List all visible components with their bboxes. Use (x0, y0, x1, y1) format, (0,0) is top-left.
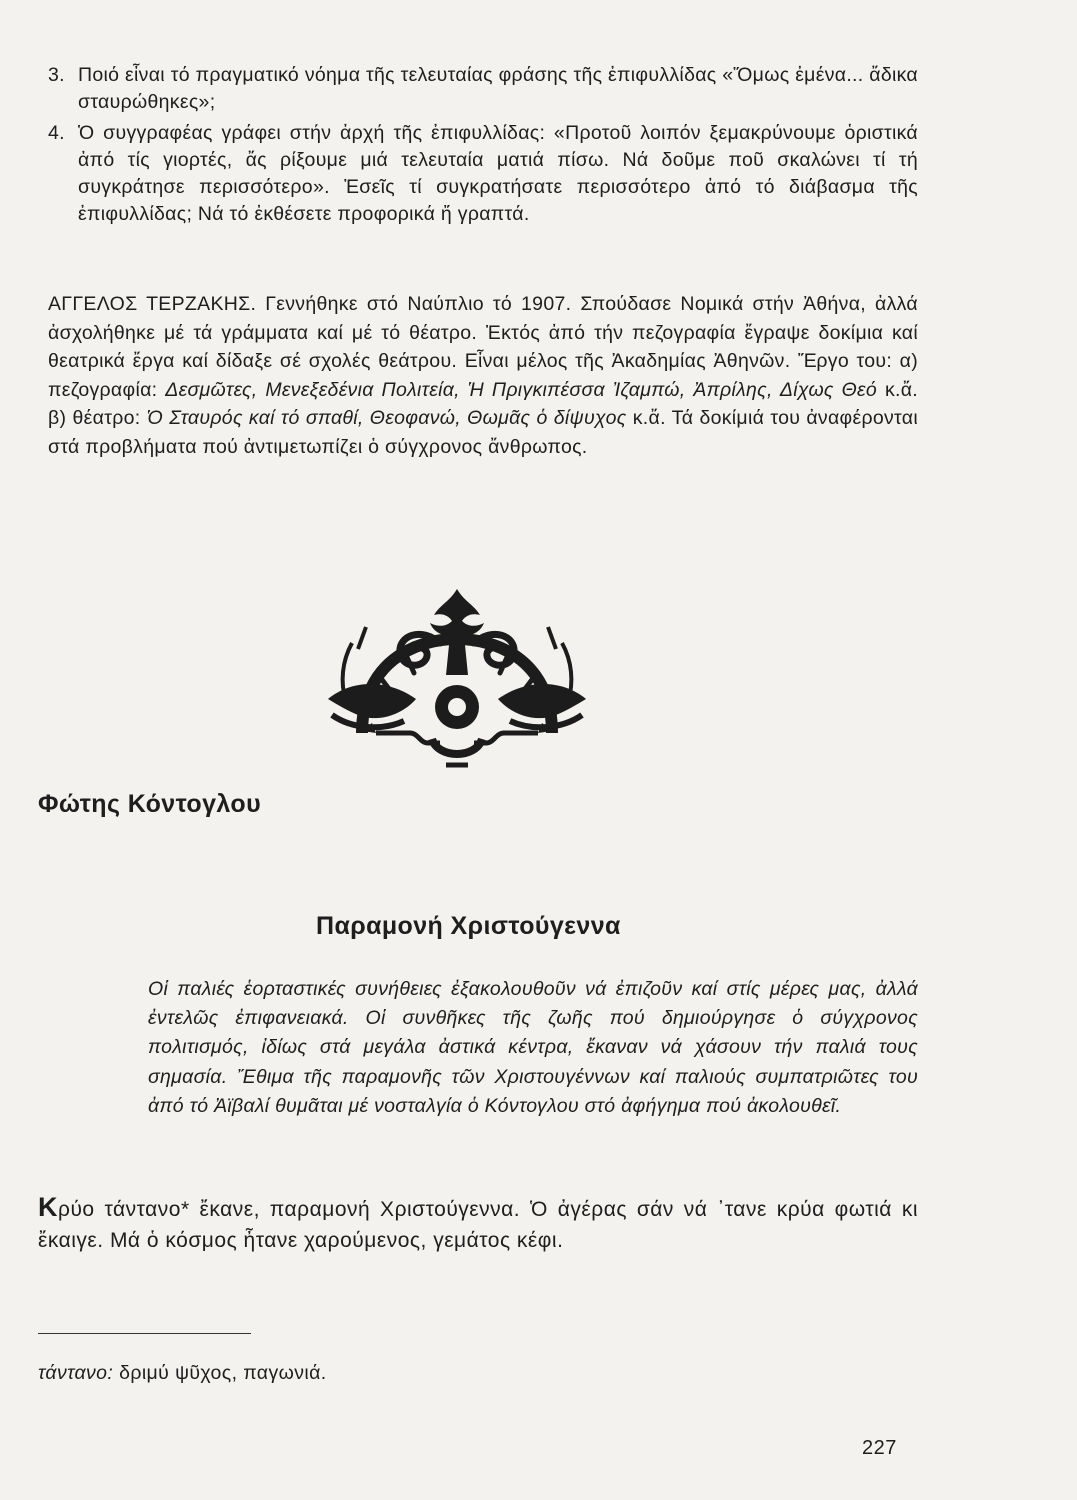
bio-text-part2: κ.ἄ. β) θέατρο: (48, 378, 919, 430)
author-biography (48, 290, 918, 462)
decorative-ornament-icon (322, 583, 592, 783)
story-title: Παραμονή Χριστούγεννα (316, 912, 621, 940)
question-text: Ὁ συγγραφέας γράφει στήν ἀρχή τῆς ἐπιφυλλίδας: «Προτοῦ λοιπόν ξεμακρύνουμε ὁριστικά ἀπό τίς γιορτές, ἄς ρίξουμε μιά τελευταία ματιά πίσω. Νά δοῦμε ποῦ σκαλώνει τί τή συγκράτησε περισσότερο». Ἐσεῖς τί συγκρατήσατε περισσότερο ἀπό τό διάβασμα τῆς ἐπιφυλλίδας; Νά τό ἐκθέσετε προφορικά ἤ γραπτά. (78, 122, 918, 225)
question-3 (48, 62, 918, 116)
question-text: Ποιό εἶναι τό πραγματικό νόημα τῆς τελευταίας φράσης τῆς ἐπιφυλλίδας «Ὅμως ἐμένα... ἄδικα σταυρώθηκες»; (78, 64, 918, 113)
bio-theatre-works: Ὁ Σταυρός καί τό σπαθί, Θεοφανώ, Θωμᾶς ὁ δίψυχος (146, 407, 627, 430)
bio-text-part3: κ.ἄ. Τά δοκίμιά του ἀναφέρονται στά προβλήματα πού ἀντιμετωπίζει ὁ σύγχρονος ἄνθρωπος. (48, 407, 918, 458)
bio-text-part1: ΑΓΓΕΛΟΣ ΤΕΡΖΑΚΗΣ. Γεννήθηκε στό Ναύπλιο τό 1907. Σπούδασε Νομικά στήν Ἀθήνα, ἀλλά ἀσχολήθηκε μέ τά γράμματα καί μέ τό θέατρο. Ἐκτός ἀπό τήν πεζογραφία ἔγραψε δοκίμια καί θεατρικά ἔργα καί δίδαξε σέ σχολές θεάτρου. Εἶναι μέλος τῆς Ἀκαδημίας Ἀθηνῶν. Ἔργο του: α) πεζογραφία: (48, 293, 918, 401)
question-number: 3. (48, 64, 65, 86)
footnote-divider (38, 1333, 251, 1334)
footnote-term: τάντανο: (38, 1362, 114, 1384)
footnote (38, 1362, 327, 1385)
drop-cap: Κ (38, 1192, 58, 1222)
story-opening-text: ρύο τάντανο* ἔκανε, παραμονή Χριστούγεννα. Ὁ ἀγέρας σάν νά ᾽τανε κρύα φωτιά κι ἔκαιγε. Μά ὁ κόσμος ἦτανε χαρούμενος, γεμάτος κέφι. (38, 1198, 918, 1252)
story-introduction: Οἱ παλιές ἑορταστικές συνήθειες ἐξακολουθοῦν νά ἐπιζοῦν καί στίς μέρες μας, ἀλλά ἐντελῶς ἐπιφανειακά. Οἱ συνθῆκες τῆς ζωῆς πού δημιούργησε ὁ σύγχρονος πολιτισμός, ἰδίως στά μεγάλα ἀστικά κέντρα, ἔκαναν νά χάσουν τήν παλιά τους σημασία. Ἔθιμα τῆς παραμονῆς τῶν Χριστουγέννων καί παλιούς συμπατριῶτες του ἀπό τό Ἀϊβαλί θυμᾶται μέ νοσταλγία ὁ Κόντογλου στό ἀφήγημα πού ἀκολουθεῖ. (148, 978, 918, 1117)
page-number: 227 (862, 1437, 897, 1459)
bio-prose-works: Δεσμῶτες, Μενεξεδένια Πολιτεία, Ἡ Πριγκιπέσσα Ἰζαμπώ, Ἀπρίλης, Δίχως Θεό (165, 378, 878, 401)
story-body (38, 1192, 918, 1256)
footnote-definition: δριμύ ψῦχος, παγωνιά. (113, 1362, 327, 1384)
question-number: 4. (48, 122, 65, 144)
question-4 (48, 120, 918, 228)
author-name: Φώτης Κόντογλου (38, 790, 262, 818)
